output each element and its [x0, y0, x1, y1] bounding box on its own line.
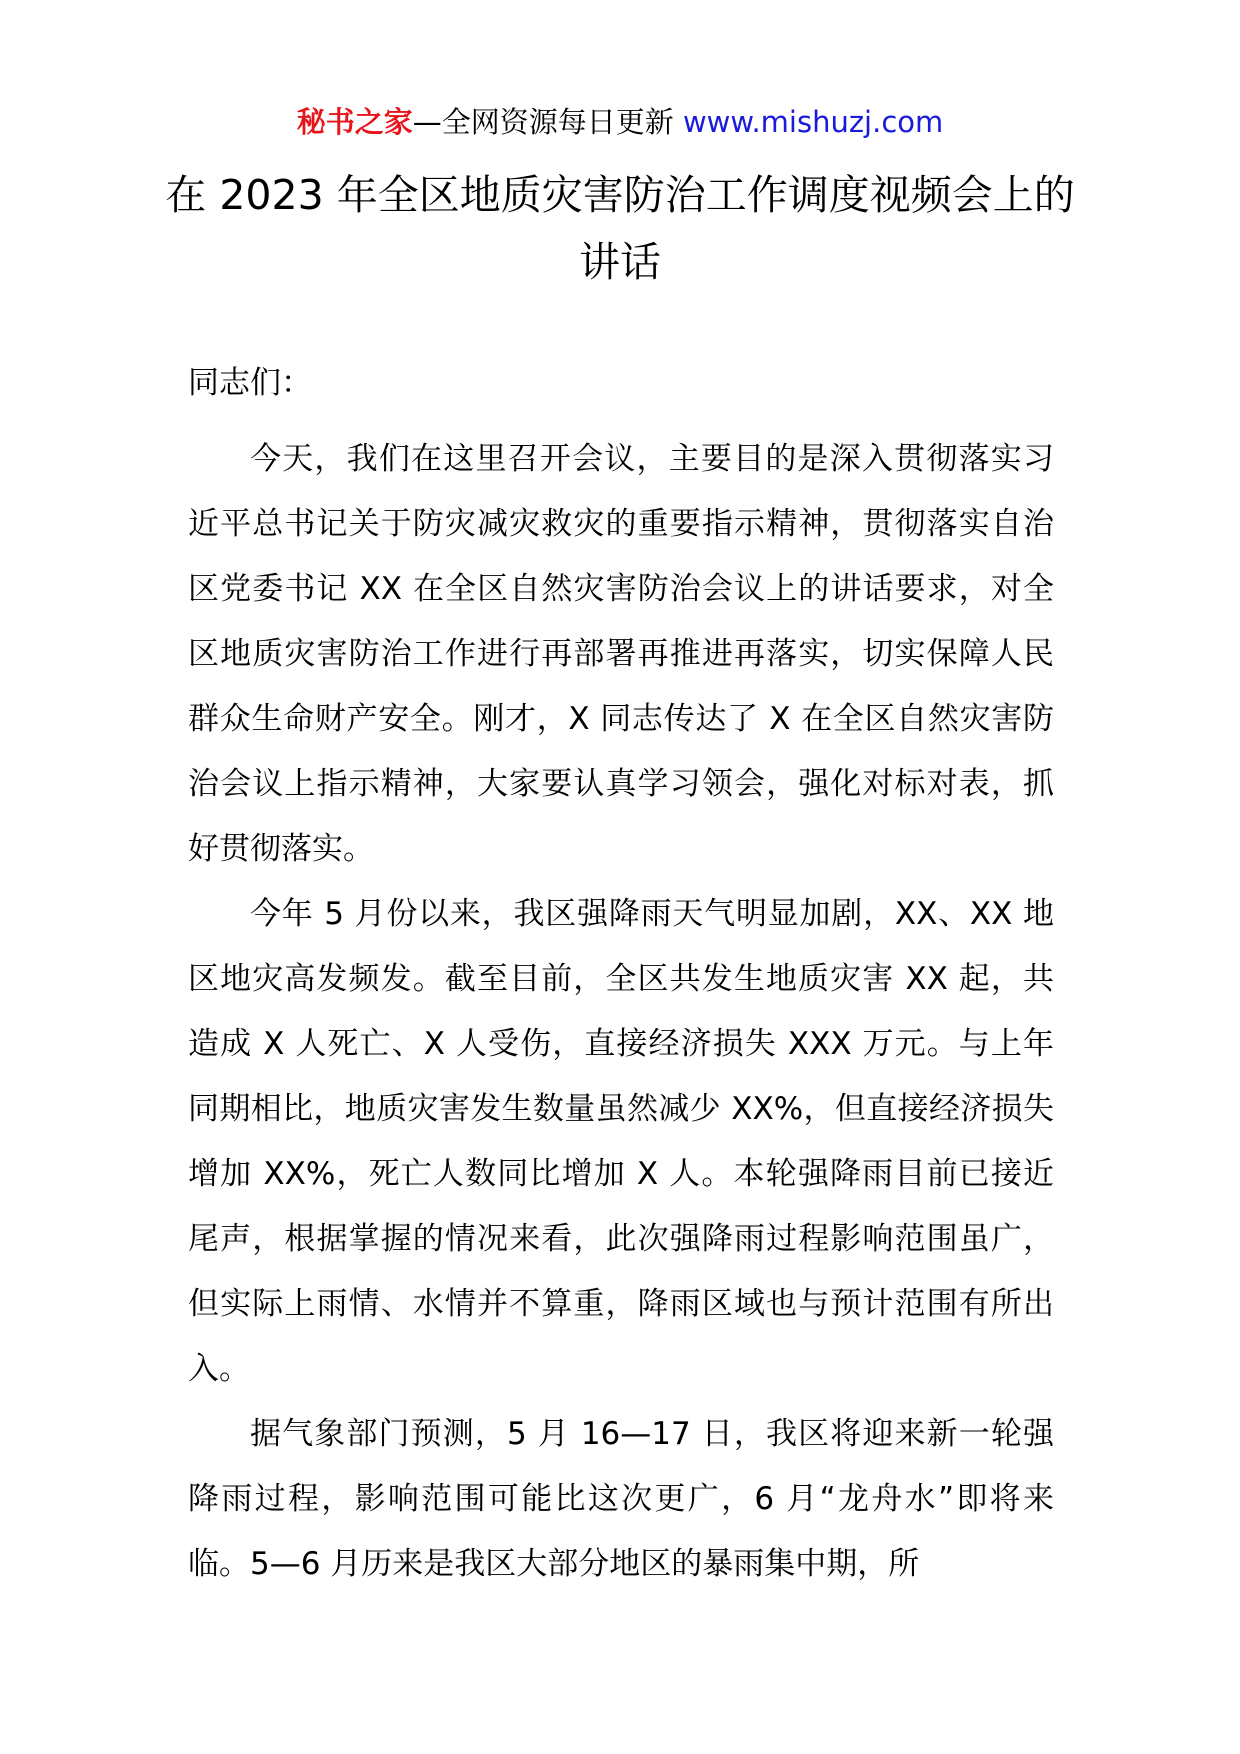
paragraph-2: 今年 5 月份以来，我区强降雨天气明显加剧，XX、XX 地区地灾高发频发。截至目前，全区共发生地质灾害 XX 起，共造成 X 人死亡、X 人受伤，直接经济损失 XXX 万元。与上年同期相比，地质灾害发生数量虽然减少 XX%，但直接经济损失增加 XX%，死亡人数同比增加 X 人。本轮强降雨目前已接近尾声，根据掌握的情况来看，此次强降雨过程影响范围虽广，但实际上雨情、水情并不算重，降雨区域也与预计范围有所出入。	[188, 896, 1054, 1387]
document-body	[188, 427, 1054, 1597]
paragraph-1: 今天，我们在这里召开会议，主要目的是深入贯彻落实习近平总书记关于防灾减灾救灾的重要指示精神，贯彻落实自治区党委书记 XX 在全区自然灾害防治会议上的讲话要求，对全区地质灾害防治工作进行再部署再推进再落实，切实保障人民群众生命财产安全。刚才，X 同志传达了 X 在全区自然灾害防治会议上指示精神，大家要认真学习领会，强化对标对表，抓好贯彻落实。	[188, 441, 1054, 867]
document-title: 在 2023 年全区地质灾害防治工作调度视频会上的讲话	[165, 171, 1075, 286]
site-header	[0, 100, 1240, 144]
salutation: 同志们：	[188, 365, 312, 401]
paragraph-3: 据气象部门预测，5 月 16—17 日，我区将迎来新一轮强降雨过程，影响范围可能比这次更广，6 月“龙舟水”即将来临。5—6 月历来是我区大部分地区的暴雨集中期，所	[188, 1416, 1054, 1582]
site-url-link[interactable]: www.mishuzj.com	[682, 105, 944, 139]
site-tagline: —全网资源每日更新	[412, 105, 674, 139]
brand-name: 秘书之家	[296, 105, 413, 139]
